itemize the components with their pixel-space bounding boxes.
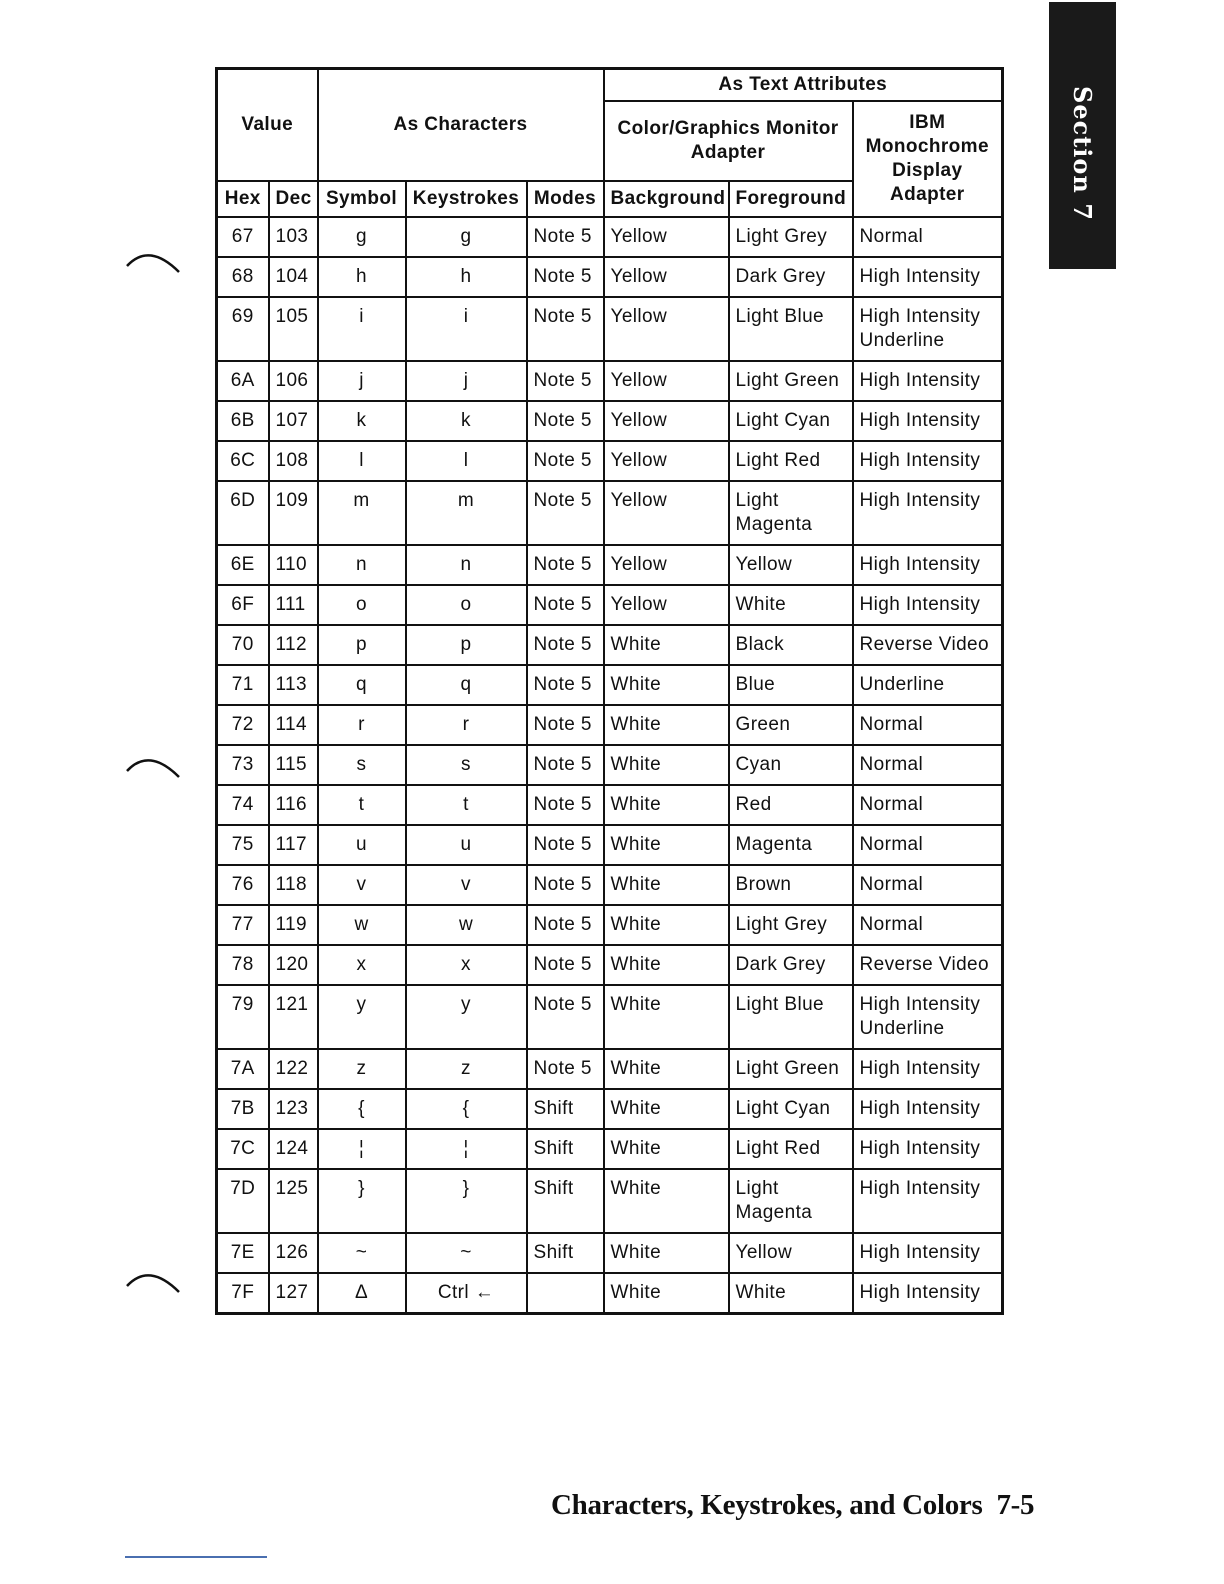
table-row [217, 545, 1003, 585]
cell-modes: Note 5 [527, 1049, 604, 1089]
cell-monochrome: High Intensity [853, 1273, 1003, 1314]
cell-symbol: r [318, 705, 406, 745]
cell-background: Yellow [604, 361, 729, 401]
cell-monochrome: High Intensity [853, 1049, 1003, 1089]
cell-background: White [604, 1273, 729, 1314]
cell-dec: 125 [269, 1169, 318, 1233]
cell-monochrome: High Intensity [853, 1129, 1003, 1169]
cell-background: White [604, 625, 729, 665]
cell-dec: 109 [269, 481, 318, 545]
cell-monochrome: High Intensity [853, 1089, 1003, 1129]
cell-monochrome: Normal [853, 825, 1003, 865]
cell-dec: 120 [269, 945, 318, 985]
cell-background: White [604, 825, 729, 865]
header-value: Value [217, 69, 318, 182]
table-row [217, 401, 1003, 441]
cell-background: White [604, 1089, 729, 1129]
cell-foreground: Light Grey [729, 217, 853, 257]
cell-monochrome: Normal [853, 905, 1003, 945]
header-keystrokes: Keystrokes [406, 181, 527, 217]
cell-keystrokes: r [406, 705, 527, 745]
cell-background: Yellow [604, 585, 729, 625]
cell-dec: 104 [269, 257, 318, 297]
cell-symbol: v [318, 865, 406, 905]
cell-monochrome: High Intensity [853, 1233, 1003, 1273]
cell-hex: 72 [217, 705, 269, 745]
cell-foreground: Light Green [729, 1049, 853, 1089]
page-number: 7-5 [996, 1489, 1035, 1521]
cell-symbol: n [318, 545, 406, 585]
header-color-graphics-adapter: Color/Graphics Monitor Adapter [604, 101, 853, 181]
cell-symbol: i [318, 297, 406, 361]
cell-monochrome: Reverse Video [853, 945, 1003, 985]
cell-keystrokes: p [406, 625, 527, 665]
cell-background: Yellow [604, 441, 729, 481]
cell-dec: 108 [269, 441, 318, 481]
cell-modes: Note 5 [527, 297, 604, 361]
cell-dec: 123 [269, 1089, 318, 1129]
cell-foreground: White [729, 585, 853, 625]
table-row [217, 1273, 1003, 1314]
cell-keystrokes: j [406, 361, 527, 401]
table-row [217, 1129, 1003, 1169]
cell-modes: Note 5 [527, 825, 604, 865]
cell-background: White [604, 1049, 729, 1089]
cell-background: White [604, 945, 729, 985]
cell-modes: Note 5 [527, 217, 604, 257]
cell-hex: 7B [217, 1089, 269, 1129]
cell-modes: Shift [527, 1089, 604, 1129]
bottom-rule [125, 1556, 267, 1558]
table-row [217, 585, 1003, 625]
cell-keystrokes: g [406, 217, 527, 257]
cell-foreground: Black [729, 625, 853, 665]
cell-foreground: Light Red [729, 441, 853, 481]
cell-foreground: Yellow [729, 545, 853, 585]
table-row [217, 1169, 1003, 1233]
cell-monochrome: High Intensity Underline [853, 297, 1003, 361]
cell-symbol: x [318, 945, 406, 985]
cell-background: Yellow [604, 257, 729, 297]
punch-hole-mark-middle [125, 751, 183, 785]
cell-hex: 7F [217, 1273, 269, 1314]
cell-symbol: m [318, 481, 406, 545]
cell-hex: 7E [217, 1233, 269, 1273]
cell-dec: 122 [269, 1049, 318, 1089]
cell-modes: Note 5 [527, 905, 604, 945]
cell-dec: 126 [269, 1233, 318, 1273]
cell-modes: Shift [527, 1129, 604, 1169]
cell-symbol: g [318, 217, 406, 257]
cell-dec: 119 [269, 905, 318, 945]
cell-modes: Note 5 [527, 441, 604, 481]
cell-background: Yellow [604, 217, 729, 257]
cell-modes: Note 5 [527, 865, 604, 905]
cell-foreground: White [729, 1273, 853, 1314]
cell-background: Yellow [604, 481, 729, 545]
table-row [217, 297, 1003, 361]
cell-keystrokes: k [406, 401, 527, 441]
cell-foreground: Dark Grey [729, 945, 853, 985]
cell-foreground: Magenta [729, 825, 853, 865]
cell-hex: 6B [217, 401, 269, 441]
page-footer [551, 1489, 1034, 1522]
cell-hex: 73 [217, 745, 269, 785]
cell-foreground: Light Cyan [729, 1089, 853, 1129]
cell-foreground: Brown [729, 865, 853, 905]
cell-hex: 7A [217, 1049, 269, 1089]
cell-monochrome: High Intensity [853, 545, 1003, 585]
cell-keystrokes: l [406, 441, 527, 481]
cell-modes: Shift [527, 1169, 604, 1233]
cell-symbol: l [318, 441, 406, 481]
cell-dec: 114 [269, 705, 318, 745]
cell-keystrokes: i [406, 297, 527, 361]
cell-hex: 78 [217, 945, 269, 985]
cell-keystrokes: q [406, 665, 527, 705]
cell-dec: 107 [269, 401, 318, 441]
table-row [217, 1089, 1003, 1129]
cell-hex: 7C [217, 1129, 269, 1169]
cell-symbol: p [318, 625, 406, 665]
cell-hex: 68 [217, 257, 269, 297]
cell-keystrokes: ¦ [406, 1129, 527, 1169]
cell-symbol: ~ [318, 1233, 406, 1273]
table-row [217, 945, 1003, 985]
header-dec: Dec [269, 181, 318, 217]
cell-symbol: Δ [318, 1273, 406, 1314]
table-row [217, 361, 1003, 401]
cell-monochrome: High Intensity [853, 401, 1003, 441]
table-row [217, 905, 1003, 945]
cell-modes: Note 5 [527, 257, 604, 297]
cell-foreground: Light Magenta [729, 1169, 853, 1233]
cell-foreground: Cyan [729, 745, 853, 785]
cell-background: Yellow [604, 401, 729, 441]
header-modes: Modes [527, 181, 604, 217]
header-ibm-monochrome-adapter: IBM Monochrome Display Adapter [853, 101, 1003, 217]
cell-monochrome: Normal [853, 865, 1003, 905]
cell-symbol: q [318, 665, 406, 705]
table-row [217, 1049, 1003, 1089]
table-row [217, 865, 1003, 905]
cell-keystrokes: n [406, 545, 527, 585]
section-tab-label: Section 7 [1068, 86, 1097, 221]
cell-dec: 103 [269, 217, 318, 257]
header-foreground: Foreground [729, 181, 853, 217]
header-as-characters: As Characters [318, 69, 604, 182]
cell-modes: Note 5 [527, 401, 604, 441]
cell-dec: 110 [269, 545, 318, 585]
table-row [217, 745, 1003, 785]
cell-modes: Note 5 [527, 985, 604, 1049]
table-row [217, 481, 1003, 545]
table-row [217, 625, 1003, 665]
cell-hex: 67 [217, 217, 269, 257]
cell-symbol: y [318, 985, 406, 1049]
cell-symbol: o [318, 585, 406, 625]
cell-hex: 6F [217, 585, 269, 625]
cell-symbol: u [318, 825, 406, 865]
table-row [217, 825, 1003, 865]
cell-background: Yellow [604, 545, 729, 585]
cell-hex: 6A [217, 361, 269, 401]
cell-foreground: Light Red [729, 1129, 853, 1169]
cell-dec: 121 [269, 985, 318, 1049]
cell-symbol: k [318, 401, 406, 441]
cell-foreground: Light Blue [729, 985, 853, 1049]
cell-modes: Note 5 [527, 361, 604, 401]
cell-modes: Note 5 [527, 665, 604, 705]
cell-monochrome: High Intensity [853, 441, 1003, 481]
cell-keystrokes: { [406, 1089, 527, 1129]
cell-monochrome: High Intensity Underline [853, 985, 1003, 1049]
cell-background: White [604, 745, 729, 785]
cell-keystrokes: o [406, 585, 527, 625]
cell-foreground: Light Grey [729, 905, 853, 945]
cell-hex: 76 [217, 865, 269, 905]
cell-hex: 79 [217, 985, 269, 1049]
footer-title: Characters, Keystrokes, and Colors [551, 1489, 983, 1521]
cell-background: Yellow [604, 297, 729, 361]
cell-hex: 6D [217, 481, 269, 545]
table-body [217, 217, 1003, 1314]
cell-monochrome: Normal [853, 705, 1003, 745]
cell-modes: Note 5 [527, 545, 604, 585]
cell-modes: Note 5 [527, 481, 604, 545]
cell-monochrome: Underline [853, 665, 1003, 705]
cell-modes: Note 5 [527, 745, 604, 785]
cell-background: White [604, 1129, 729, 1169]
cell-dec: 115 [269, 745, 318, 785]
cell-keystrokes: y [406, 985, 527, 1049]
cell-dec: 113 [269, 665, 318, 705]
cell-symbol: z [318, 1049, 406, 1089]
cell-background: White [604, 1169, 729, 1233]
section-tab [1049, 2, 1116, 269]
punch-hole-mark-bottom [125, 1266, 183, 1300]
cell-dec: 124 [269, 1129, 318, 1169]
cell-keystrokes: s [406, 745, 527, 785]
cell-foreground: Red [729, 785, 853, 825]
cell-background: White [604, 785, 729, 825]
cell-monochrome: Normal [853, 217, 1003, 257]
header-symbol: Symbol [318, 181, 406, 217]
cell-modes [527, 1273, 604, 1314]
table-row [217, 785, 1003, 825]
header-background: Background [604, 181, 729, 217]
cell-foreground: Light Magenta [729, 481, 853, 545]
cell-foreground: Light Blue [729, 297, 853, 361]
cell-hex: 6C [217, 441, 269, 481]
cell-hex: 71 [217, 665, 269, 705]
header-as-text-attributes: As Text Attributes [604, 69, 1003, 102]
cell-modes: Note 5 [527, 705, 604, 745]
cell-keystrokes: Ctrl ← [406, 1273, 527, 1314]
cell-hex: 7D [217, 1169, 269, 1233]
cell-dec: 117 [269, 825, 318, 865]
cell-dec: 118 [269, 865, 318, 905]
cell-symbol: h [318, 257, 406, 297]
cell-background: White [604, 1233, 729, 1273]
cell-keystrokes: v [406, 865, 527, 905]
cell-monochrome: High Intensity [853, 1169, 1003, 1233]
cell-symbol: j [318, 361, 406, 401]
table-row [217, 217, 1003, 257]
table-row [217, 441, 1003, 481]
cell-symbol: t [318, 785, 406, 825]
cell-hex: 6E [217, 545, 269, 585]
cell-dec: 116 [269, 785, 318, 825]
cell-foreground: Light Cyan [729, 401, 853, 441]
table-row [217, 1233, 1003, 1273]
header-hex: Hex [217, 181, 269, 217]
cell-hex: 77 [217, 905, 269, 945]
cell-keystrokes: } [406, 1169, 527, 1233]
cell-hex: 74 [217, 785, 269, 825]
cell-keystrokes: z [406, 1049, 527, 1089]
cell-dec: 127 [269, 1273, 318, 1314]
cell-monochrome: Reverse Video [853, 625, 1003, 665]
cell-foreground: Green [729, 705, 853, 745]
cell-monochrome: High Intensity [853, 361, 1003, 401]
cell-symbol: { [318, 1089, 406, 1129]
cell-foreground: Light Green [729, 361, 853, 401]
cell-monochrome: High Intensity [853, 257, 1003, 297]
cell-symbol: } [318, 1169, 406, 1233]
cell-modes: Note 5 [527, 585, 604, 625]
punch-hole-mark-top [125, 246, 183, 280]
cell-modes: Note 5 [527, 625, 604, 665]
cell-foreground: Dark Grey [729, 257, 853, 297]
cell-background: White [604, 905, 729, 945]
cell-modes: Note 5 [527, 945, 604, 985]
table-row [217, 985, 1003, 1049]
cell-keystrokes: ~ [406, 1233, 527, 1273]
cell-dec: 111 [269, 585, 318, 625]
table-row [217, 257, 1003, 297]
cell-modes: Note 5 [527, 785, 604, 825]
cell-background: White [604, 665, 729, 705]
cell-foreground: Blue [729, 665, 853, 705]
cell-hex: 70 [217, 625, 269, 665]
cell-dec: 112 [269, 625, 318, 665]
cell-monochrome: Normal [853, 785, 1003, 825]
cell-monochrome: High Intensity [853, 481, 1003, 545]
cell-dec: 105 [269, 297, 318, 361]
cell-monochrome: Normal [853, 745, 1003, 785]
cell-keystrokes: t [406, 785, 527, 825]
cell-monochrome: High Intensity [853, 585, 1003, 625]
cell-hex: 75 [217, 825, 269, 865]
table-row [217, 665, 1003, 705]
cell-background: White [604, 985, 729, 1049]
cell-symbol: ¦ [318, 1129, 406, 1169]
cell-keystrokes: m [406, 481, 527, 545]
cell-keystrokes: w [406, 905, 527, 945]
cell-symbol: w [318, 905, 406, 945]
cell-background: White [604, 865, 729, 905]
cell-foreground: Yellow [729, 1233, 853, 1273]
cell-hex: 69 [217, 297, 269, 361]
cell-keystrokes: h [406, 257, 527, 297]
table-row [217, 705, 1003, 745]
cell-background: White [604, 705, 729, 745]
cell-keystrokes: u [406, 825, 527, 865]
cell-keystrokes: x [406, 945, 527, 985]
cell-dec: 106 [269, 361, 318, 401]
cell-modes: Shift [527, 1233, 604, 1273]
character-attribute-table [215, 67, 1004, 1315]
cell-symbol: s [318, 745, 406, 785]
